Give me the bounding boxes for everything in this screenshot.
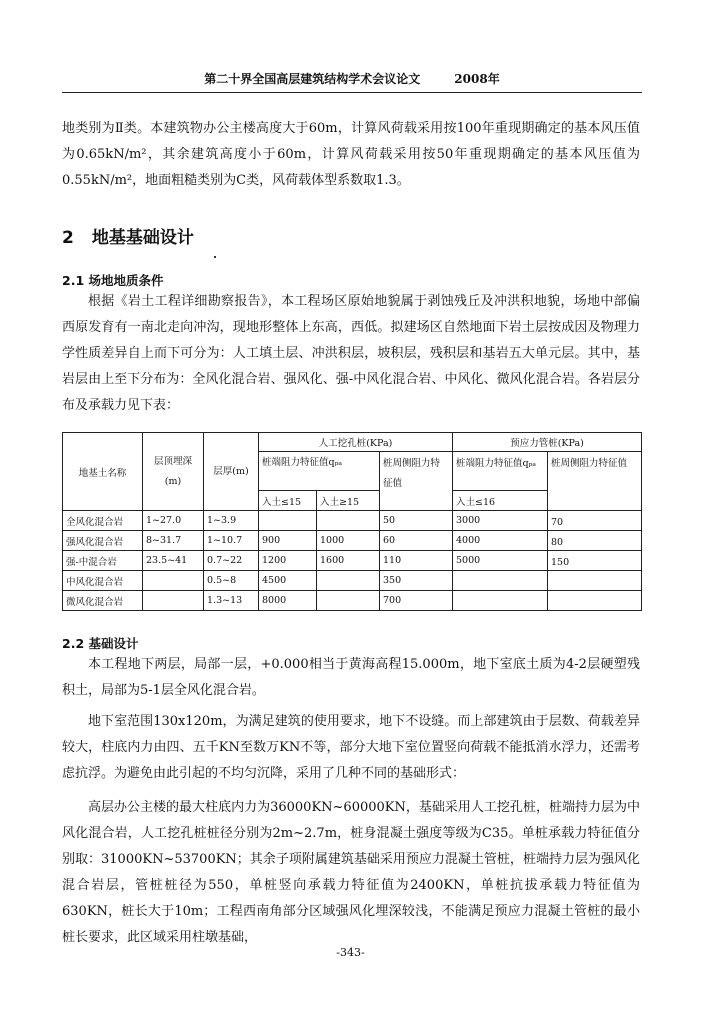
cell-precast-end: 4000 (453, 531, 548, 551)
section-number: 2 (62, 228, 74, 248)
cell-manual-side: 50 (380, 511, 453, 531)
cell-thickness: 1~10.7 (204, 531, 259, 551)
header-manual-side-resistance: 桩周侧阻力特征值 (380, 452, 453, 511)
cell-soil-name: 全风化混合岩 (63, 511, 143, 531)
table-row (63, 551, 642, 571)
cell-top-depth (143, 571, 204, 591)
page-number: -343- (336, 946, 365, 959)
cell-manual-ge15 (317, 591, 380, 611)
header-thickness: 层厚(m) (204, 433, 259, 511)
table-row (63, 531, 642, 551)
cell-top-depth: 23.5~41 (143, 551, 204, 571)
header-depth-le15: 入土≤15 (259, 491, 317, 511)
cell-precast-side: 80 (548, 531, 642, 551)
cell-manual-ge15 (317, 511, 380, 531)
table-row (63, 591, 642, 611)
header-precast-end-resistance: 桩端阻力特征值qₚₐ (453, 452, 548, 491)
cell-manual-ge15: 1600 (317, 551, 380, 571)
cell-precast-side: 70 (548, 511, 642, 531)
cell-soil-name: 强-中混合岩 (63, 551, 143, 571)
header-depth-le16: 入土≤16 (453, 491, 548, 511)
subsection-2-1-heading: 2.1 场地地质条件 (62, 273, 164, 288)
header-title: 第二十界全国高层建筑结构学术会议论文 (204, 72, 421, 86)
header-depth-ge15: 入土≥15 (317, 491, 380, 511)
stray-dot-mark (214, 256, 216, 258)
cell-precast-end: 5000 (453, 551, 548, 571)
cell-manual-side: 350 (380, 571, 453, 591)
cell-manual-side: 60 (380, 531, 453, 551)
cell-top-depth: 1~27.0 (143, 511, 204, 531)
header-precast-side-resistance: 桩周侧阻力特征值 (548, 452, 642, 511)
cell-manual-le15: 8000 (259, 591, 317, 611)
cell-soil-name: 中风化混合岩 (63, 571, 143, 591)
cell-manual-le15: 4500 (259, 571, 317, 591)
header-precast-pile: 预应力管桩(KPa) (453, 433, 642, 452)
geology-paragraph: 根据《岩土工程详细勘察报告》，本工程场区原始地貌属于剥蚀残丘及冲洪积地貌，场地中部偏西原发育有一南北走向冲沟，现地形整体上东高，西低。拟建场区自然地面下岩土层按成因及物理力学性质差异自上而下可分为：人工填土层、冲洪积层，坡积层，残积层和基岩五大单元层。其中，基岩层由上至下分布为：全风化混合岩、强风化、强-中风化混合岩、中风化、微风化混合岩。各岩层分布及承载力见下表： (62, 294, 640, 413)
intro-paragraph: 地类别为Ⅱ类。本建筑物办公主楼高度大于60m，计算风荷载采用按100年重现期确定的基本风压值为0.65kN/m²，其余建筑高度小于60m，计算风荷载采用按50年重现期确定的基本风压值为0.55kN/m²，地面粗糙类别为C类，风荷载体型系数取1.3。 (62, 121, 640, 188)
cell-precast-end (453, 591, 548, 611)
cell-manual-ge15: 1000 (317, 531, 380, 551)
header-manual-end-resistance: 桩端阻力特征值qₚₐ (259, 452, 380, 491)
cell-thickness: 0.7~22 (204, 551, 259, 571)
cell-top-depth (143, 591, 204, 611)
header-year: 2008年 (454, 72, 500, 86)
table-row (63, 571, 642, 591)
cell-soil-name: 微风化混合岩 (63, 591, 143, 611)
foundation-paragraph-1: 本工程地下两层，局部一层，+0.000相当于黄海高程15.000m，地下室底土质为4-2层硬塑残积土，局部为5-1层全风化混合岩。 (62, 657, 640, 698)
foundation-paragraph-2: 地下室范围130x120m，为满足建筑的使用要求，地下不设缝。而上部建筑由于层数、荷载差异较大，柱底内力由四、五千KN至数万KN不等，部分大地下室位置竖向荷载不能抵消水浮力，还需考虑抗浮。为避免由此引起的不均匀沉降，采用了几种不同的基础形式： (62, 714, 640, 781)
header-soil-name: 地基土名称 (63, 433, 143, 511)
cell-precast-side: 150 (548, 551, 642, 571)
cell-precast-side (548, 571, 642, 591)
cell-manual-side: 700 (380, 591, 453, 611)
table-row (63, 511, 642, 531)
header-manual-pile: 人工挖孔桩(KPa) (259, 433, 453, 452)
cell-thickness: 0.5~8 (204, 571, 259, 591)
section-title: 地基基础设计 (91, 228, 194, 248)
cell-precast-side (548, 591, 642, 611)
section-2-heading (62, 223, 194, 248)
cell-precast-end (453, 571, 548, 591)
geology-table (62, 432, 642, 611)
header-top-depth: 层顶埋深(m) (143, 433, 204, 511)
running-header (62, 70, 642, 93)
cell-manual-le15: 900 (259, 531, 317, 551)
foundation-paragraph-3: 高层办公主楼的最大柱底内力为36000KN~60000KN，基础采用人工挖孔桩，桩端持力层为中风化混合岩，人工挖孔桩桩径分别为2m~2.7m，桩身混凝土强度等级为C35。单桩承载力特征值分别取：31000KN~53700KN；其余子项附属建筑基础采用预应力混凝土管桩，桩端持力层为强风化混合岩层，管桩桩径为550，单桩竖向承载力特征值为2400KN，单桩抗拔承载力特征值为630KN，桩长大于10m；工程西南角部分区域强风化埋深较浅，不能满足预应力混凝土管桩的最小桩长要求，此区域采用柱墩基础， (62, 800, 640, 945)
cell-manual-le15: 1200 (259, 551, 317, 571)
cell-top-depth: 8~31.7 (143, 531, 204, 551)
cell-manual-side: 110 (380, 551, 453, 571)
cell-thickness: 1~3.9 (204, 511, 259, 531)
cell-thickness: 1.3~13 (204, 591, 259, 611)
subsection-2-2-heading: 2.2 基础设计 (62, 636, 139, 651)
cell-soil-name: 强风化混合岩 (63, 531, 143, 551)
cell-manual-le15 (259, 511, 317, 531)
cell-precast-end: 3000 (453, 511, 548, 531)
cell-manual-ge15 (317, 571, 380, 591)
